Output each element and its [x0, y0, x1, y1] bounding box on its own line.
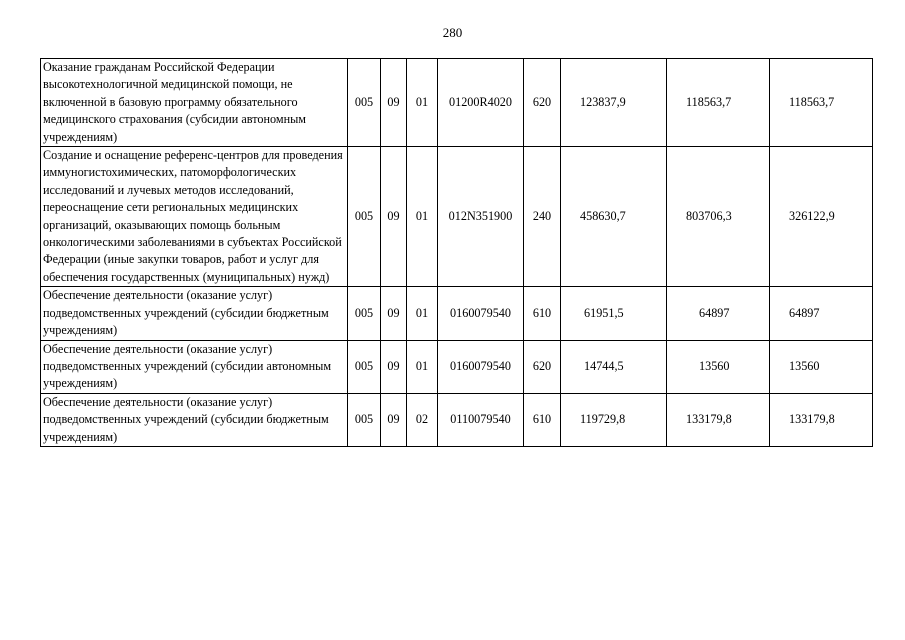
- amount-year-3: 326122,9: [770, 147, 873, 287]
- subsection-code: 02: [407, 393, 438, 446]
- amount-year-3: 64897: [770, 287, 873, 340]
- subsection-code: 01: [407, 340, 438, 393]
- table-row: [41, 59, 873, 147]
- target-article-code: 01200R4020: [438, 59, 524, 147]
- amount-year-1: 458630,7: [561, 147, 667, 287]
- ministry-code: 005: [348, 393, 381, 446]
- ministry-code: 005: [348, 287, 381, 340]
- target-article-code: 0160079540: [438, 340, 524, 393]
- amount-year-3: 13560: [770, 340, 873, 393]
- subsection-code: 01: [407, 287, 438, 340]
- amount-year-2: 64897: [667, 287, 770, 340]
- ministry-code: 005: [348, 147, 381, 287]
- section-code: 09: [381, 287, 407, 340]
- row-description: Создание и оснащение референс-центров для проведения иммуногистохимических, патоморфологических исследований и лучевых методов исследований, переоснащение сети региональных медицинских организаций, оказывающих помощь больным онкологическими заболеваниями в субъектах Российской Федерации (иные закупки товаров, работ и услуг для обеспечения государственных (муниципальных) нужд): [41, 147, 348, 287]
- row-description: Оказание гражданам Российской Федерации высокотехнологичной медицинской помощи, не включенной в базовую программу обязательного медицинского страхования (субсидии автономным учреждениям): [41, 59, 348, 147]
- table-row: [41, 340, 873, 393]
- amount-year-2: 133179,8: [667, 393, 770, 446]
- amount-year-2: 13560: [667, 340, 770, 393]
- table-row: [41, 287, 873, 340]
- expense-type-code: 620: [524, 340, 561, 393]
- amount-year-2: 118563,7: [667, 59, 770, 147]
- amount-year-1: 119729,8: [561, 393, 667, 446]
- row-description: Обеспечение деятельности (оказание услуг) подведомственных учреждений (субсидии бюджетным учреждениям): [41, 393, 348, 446]
- amount-year-3: 118563,7: [770, 59, 873, 147]
- target-article-code: 0160079540: [438, 287, 524, 340]
- row-description: Обеспечение деятельности (оказание услуг) подведомственных учреждений (субсидии автономным учреждениям): [41, 340, 348, 393]
- subsection-code: 01: [407, 147, 438, 287]
- section-code: 09: [381, 340, 407, 393]
- section-code: 09: [381, 393, 407, 446]
- subsection-code: 01: [407, 59, 438, 147]
- amount-year-1: 123837,9: [561, 59, 667, 147]
- target-article-code: 0110079540: [438, 393, 524, 446]
- amount-year-1: 61951,5: [561, 287, 667, 340]
- ministry-code: 005: [348, 59, 381, 147]
- section-code: 09: [381, 59, 407, 147]
- section-code: 09: [381, 147, 407, 287]
- amount-year-2: 803706,3: [667, 147, 770, 287]
- target-article-code: 012N351900: [438, 147, 524, 287]
- amount-year-1: 14744,5: [561, 340, 667, 393]
- ministry-code: 005: [348, 340, 381, 393]
- budget-table: [40, 58, 873, 447]
- amount-year-3: 133179,8: [770, 393, 873, 446]
- table-row: [41, 393, 873, 446]
- expense-type-code: 610: [524, 287, 561, 340]
- expense-type-code: 610: [524, 393, 561, 446]
- row-description: Обеспечение деятельности (оказание услуг) подведомственных учреждений (субсидии бюджетным учреждениям): [41, 287, 348, 340]
- expense-type-code: 240: [524, 147, 561, 287]
- table-row: [41, 147, 873, 287]
- expense-type-code: 620: [524, 59, 561, 147]
- page-number: 280: [442, 25, 463, 40]
